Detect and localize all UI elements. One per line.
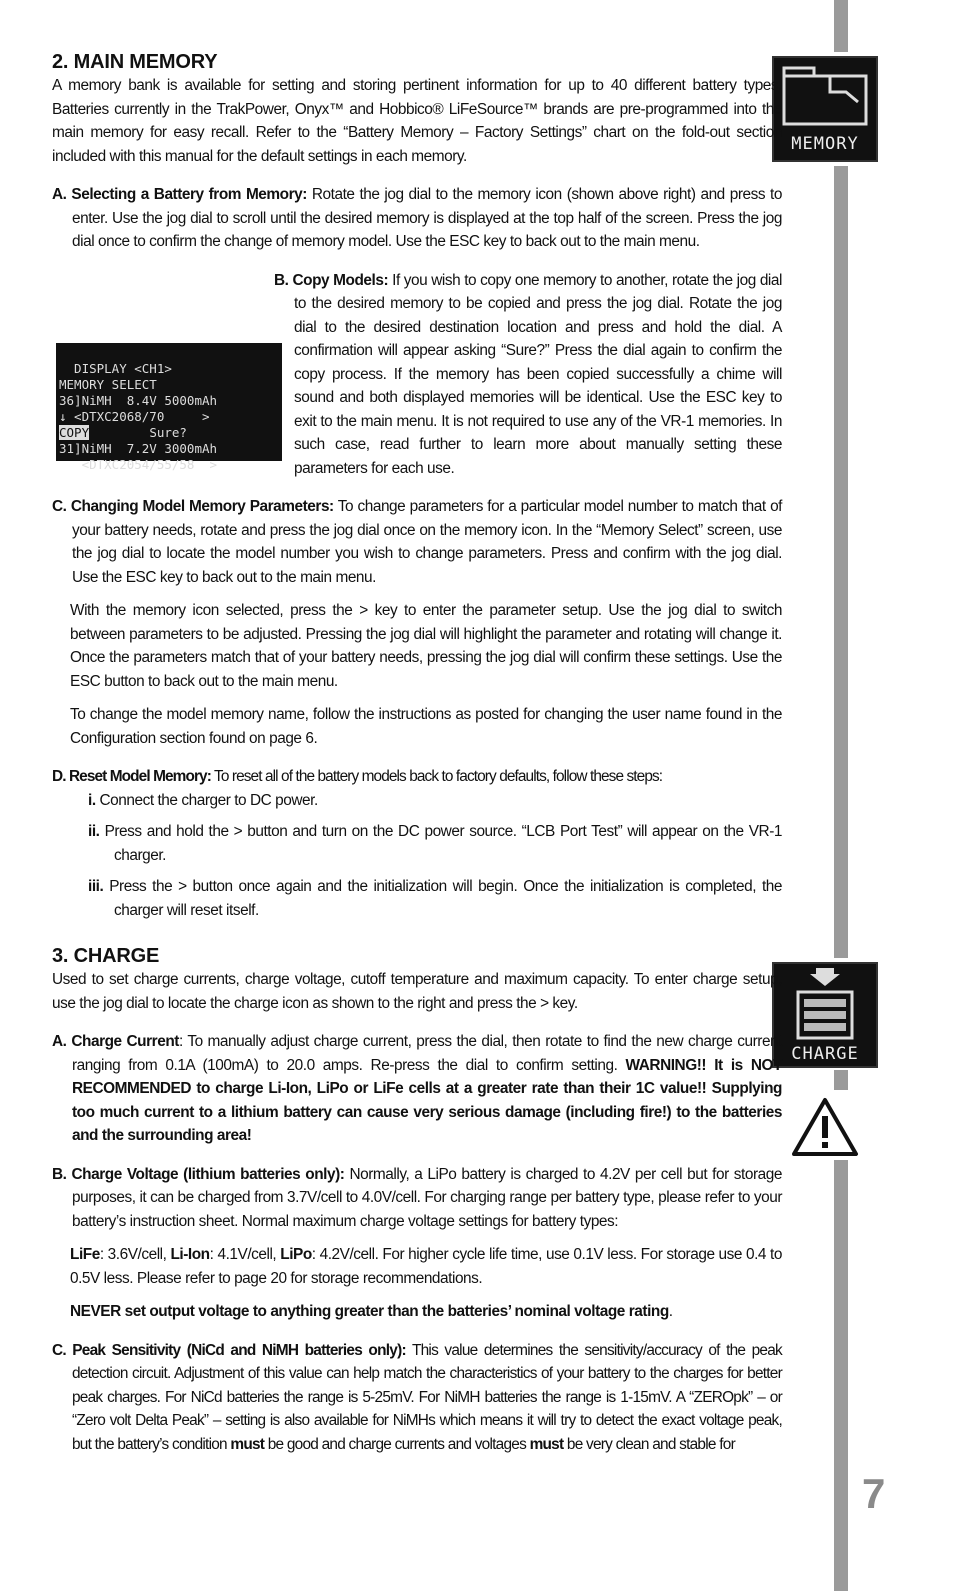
charge-intro: Used to set charge currents, charge voltage, cutoff temperature and maximum capacity. To enter charge setup, use the jog dial to locate the charge icon as shown to the right and press the > key. — [52, 971, 782, 1012]
reset-step-num: ii. — [88, 823, 100, 840]
reset-step-num: i. — [88, 791, 96, 809]
lcd-display — [56, 343, 282, 472]
charge-icon — [772, 962, 878, 1068]
memory-item-c-para3: To change the model memory name, follow the instructions as posted for changing the user name found in the Configuration section found on page 6. — [70, 706, 782, 747]
liion-value: : 4.1V/cell, — [209, 1246, 281, 1263]
lcd-line: <DTXC2054/55/58 > — [59, 456, 218, 472]
memory-item-a — [52, 183, 782, 254]
liion-label: Li-Ion — [170, 1246, 210, 1263]
emphasis-must: must — [529, 1435, 564, 1453]
charge-item-a-label: A. Charge Current — [52, 1033, 179, 1050]
reset-step — [52, 875, 782, 922]
charge-item-c-text: This value determines the sensitivity/accuracy of the peak detection circuit. Adjustment of this value can help match the characteristics of your battery to the charges for better peak charges. For NiCd batteries the range is 5-25mV. For NiMH batteries the range is 1-15mV. A “ZEROpk” – or “Zero volt Delta Peak” – setting is also available for NiMHs which means it will try to detect the exact voltage peak, but the battery’s condition — [72, 1341, 782, 1453]
charge-voltage-values — [52, 1243, 782, 1290]
memory-item-d-text: To reset all of the battery models back to factory defaults, follow these steps: — [210, 768, 663, 785]
memory-item-a-text: Rotate the jog dial to the memory icon (shown above right) and press to enter. Use the jog dial to scroll until the desired memory is displayed at the top half of the screen. Press the jog dial once to confirm the change of memory model. Use the ESC key to back out to the main menu. — [72, 186, 782, 250]
life-label: LiFe — [70, 1246, 100, 1263]
memory-item-b-text: If you wish to copy one memory to another, rotate the jog dial to the desired memory to be copied and press the jog dial. Rotate the jog dial to the desired destination location and press and hold the dial. A confirmation will appear asking “Sure?” Press the dial again to confirm the copy process. If the memory has been copied successfully a chime will sound and both displayed memories will be identical. Use the ESC key to exit to the main menu. It is not required to use any of the VR-1 memories. In such case, read further to learn more about manually setting these parameters for each use. — [294, 271, 782, 477]
lcd-line: MEMORY SELECT — [59, 376, 157, 392]
memory-icon — [772, 56, 878, 162]
lcd-line: 31]NiMH 7.2V 3000mAh — [59, 440, 218, 456]
memory-item-a-label: A. Selecting a Battery from Memory: — [52, 186, 307, 203]
lipo-value: : 4.2V/cell. For higher cycle life time, use 0.1V less. For storage use 0.4 to 0.5V less. Please refer to page 20 for storage recommendations. — [70, 1246, 782, 1287]
charge-icon-label: CHARGE — [791, 1044, 859, 1064]
never-warning-end: . — [668, 1303, 673, 1320]
lcd-line: Sure? — [89, 424, 187, 440]
memory-icon-label: MEMORY — [791, 134, 859, 154]
charge-item-c — [52, 1339, 782, 1457]
warning-icon — [790, 1096, 860, 1158]
charge-warning-text: WARNING!! It is NOT RECOMMENDED to charge Li-Ion, LiPo or LiFe cells at a greater rate than their 1C value!! Supplying too much current to a lithium battery can cause very serious damage (including fire!) to the batteries and the surrounding area! — [72, 1056, 782, 1144]
emphasis-must: must — [230, 1435, 265, 1453]
reset-step-text: Press and hold the > button and turn on the DC power source. “LCB Port Test” will appear on the VR-1 charger. — [99, 823, 782, 864]
side-rail — [834, 0, 848, 1591]
reset-step — [52, 820, 782, 867]
lipo-label: LiPo — [280, 1246, 312, 1263]
section-heading-main-memory: 2. MAIN MEMORY — [52, 51, 218, 73]
section-heading-charge: 3. CHARGE — [52, 945, 160, 967]
page-number: 7 — [862, 1470, 886, 1517]
lcd-line: DISPLAY <CH1> — [59, 360, 172, 376]
memory-item-c-label: C. Changing Model Memory Parameters: — [52, 498, 334, 515]
life-value: : 3.6V/cell, — [99, 1246, 171, 1263]
charge-item-b-label: B. Charge Voltage (lithium batteries only): — [52, 1165, 345, 1183]
reset-step-text: Press the > button once again and the initialization will begin. Once the initialization is completed, the charger will reset itself. — [103, 878, 782, 919]
charge-item-b-text: Normally, a LiPo battery is charged to 4.2V per cell but for storage purposes, it can be charged from 3.7V/cell to 4.0V/cell. For charging range per battery type, please refer to your battery’s instruction sheet. Normal maximum charge voltage settings for battery types: — [72, 1165, 782, 1230]
lcd-line: 36]NiMH 8.4V 5000mAh — [59, 392, 218, 408]
charge-item-c-label: C. Peak Sensitivity (NiCd and NiMH batteries only): — [52, 1341, 406, 1359]
reset-step-text: Connect the charger to DC power. — [95, 791, 318, 809]
charge-item-c-text: be very clean and stable for — [563, 1435, 735, 1453]
never-warning: NEVER set output voltage to anything greater than the batteries’ nominal voltage rating — [70, 1303, 669, 1320]
memory-item-c — [52, 495, 782, 589]
charge-item-a-text: : To manually adjust charge current, press the dial, then rotate to find the new charge current ranging from 0.1A (100mA) to 20.0 amps. Re-press the dial to confirm setting. — [72, 1033, 782, 1074]
memory-item-d-label: D. Reset Model Memory: — [52, 768, 211, 785]
battery-charge-icon — [774, 964, 876, 1042]
reset-step — [52, 789, 782, 813]
folder-icon — [774, 62, 876, 132]
charge-item-a — [52, 1030, 782, 1148]
lcd-copy-highlight: COPY — [59, 424, 90, 440]
page-content — [52, 50, 782, 1456]
charge-never-note — [52, 1300, 782, 1324]
charge-item-c-text: be good and charge currents and voltages — [264, 1435, 530, 1453]
memory-item-b-label: B. Copy Models: — [274, 271, 389, 289]
memory-item-d — [52, 765, 782, 789]
charge-item-b — [52, 1163, 782, 1234]
reset-step-num: iii. — [88, 878, 104, 895]
lcd-line: ↓ <DTXC2068/70 > — [59, 408, 210, 424]
memory-intro: A memory bank is available for setting and storing pertinent information for up to 40 different battery types. Batteries currently in the TrakPower, Onyx™ and Hobbico® LiFeSource™ brands are pre-programmed into the main memory for easy recall. Refer to the “Battery Memory – Factory Settings” chart on the fold-out section included with this manual for the default settings in each memory. — [52, 77, 782, 165]
memory-item-c-para2: With the memory icon selected, press the > key to enter the parameter setup. Use the jog dial to switch between parameters to be adjusted. Pressing the jog dial will highlight the parameter and rotating will change it. Once the parameters match that of your battery needs, pressing the jog dial will confirm these settings. Use the ESC button to back out to the main menu. — [70, 602, 782, 690]
memory-item-c-text: To change parameters for a particular model number to match that of your battery needs, rotate and press the jog dial once on the memory icon. In the “Memory Select” screen, use the jog dial to locate the model number you wish to change parameters. Press and confirm with the jog dial. Use the ESC key to back out to the main menu. — [72, 498, 782, 586]
